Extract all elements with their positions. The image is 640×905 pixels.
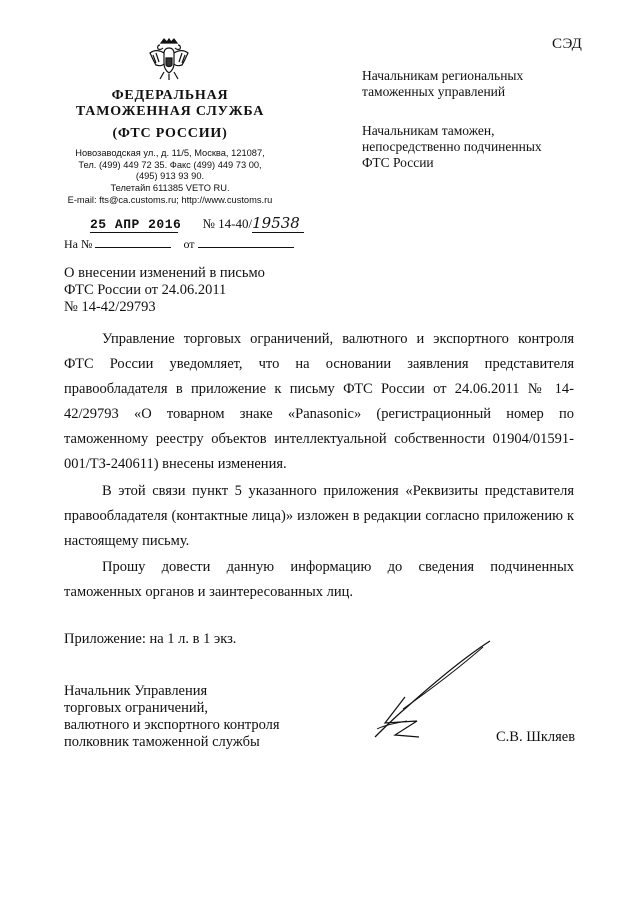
body-paragraph: Прошу довести данную информацию до сведения подчиненных таможенных органов и заинтересованных лиц. [64,559,574,600]
organization-name [60,88,280,142]
russian-coat-of-arms-icon [150,39,188,80]
reference-from-label: от [183,237,195,251]
org-line: (ФТС РОССИИ) [112,126,228,141]
subject-line: ФТС России от 24.06.2011 [64,282,227,298]
contact-phone-2: (495) 913 93 90. [135,171,205,182]
registration-line [90,214,304,233]
position-line: полковник таможенной службы [64,734,260,750]
addressee-customs [362,123,542,171]
addressee-line: ФТС России [362,155,434,170]
handwritten-signature [355,637,495,747]
subject-line: О внесении изменений в письмо [64,265,265,281]
contact-address: Новозаводская ул., д. 11/5, Москва, 121087, [75,148,265,158]
body-paragraph: Управление торговых ограничений, валютного и экспортного контроля ФТС России уведомляет, что на основании заявления представителя правообладателя в приложение к письму ФТС России от 24.06.2011 № 14-42/29793 «О товарном знаке «Panasonic» (регистрационный номер по таможенному реестру объектов интеллектуальной собственности 01904/01591-001/ТЗ-240611) внесены изменения. [64,331,574,472]
position-line: Начальник Управления [64,683,208,699]
registration-number-handwritten: 19538 [252,214,304,233]
document-corner-mark: СЭД [552,36,583,52]
org-line: ФЕДЕРАЛЬНАЯ [111,88,229,103]
position-line: торговых ограничений, [64,700,208,716]
contact-block [58,148,282,207]
letter-subject [64,265,265,316]
addressee-line: Начальникам региональных [362,68,524,83]
attachment-note: Приложение: на 1 л. в 1 экз. [64,631,237,647]
subject-line: № 14-42/29793 [64,299,156,315]
signatory-position [64,683,280,751]
body-paragraph: В этой связи пункт 5 указанного приложения «Реквизиты представителя правообладателя (контактные лица)» изложен в редакции согласно приложению к настоящему письму. [64,483,574,549]
reference-number-blank [95,247,171,248]
addressee-regional [362,68,523,100]
registration-date: 25 АПР 2016 [90,217,182,232]
registration-number-prefix: № 14-40/ [202,216,253,231]
reference-prefix: На № [64,237,93,251]
position-line: валютного и экспортного контроля [64,717,280,733]
addressee-line: непосредственно подчиненных [362,139,542,154]
reference-date-blank [198,247,294,248]
contact-email-web: E-mail: fts@ca.customs.ru; http://www.customs.ru [67,194,273,205]
addressee-line: Начальникам таможен, [362,123,495,138]
contact-teletype: Телетайп 611385 VETO RU. [110,183,230,194]
addressee-line: таможенных управлений [362,84,506,99]
coat-of-arms-emblem [146,36,192,82]
reference-line [64,237,294,252]
contact-phone: Тел. (499) 449 72 35. Факс (499) 449 73 00, [78,159,262,170]
signatory-name: С.В. Шкляев [496,729,576,745]
org-line: ТАМОЖЕННАЯ СЛУЖБА [75,104,265,119]
